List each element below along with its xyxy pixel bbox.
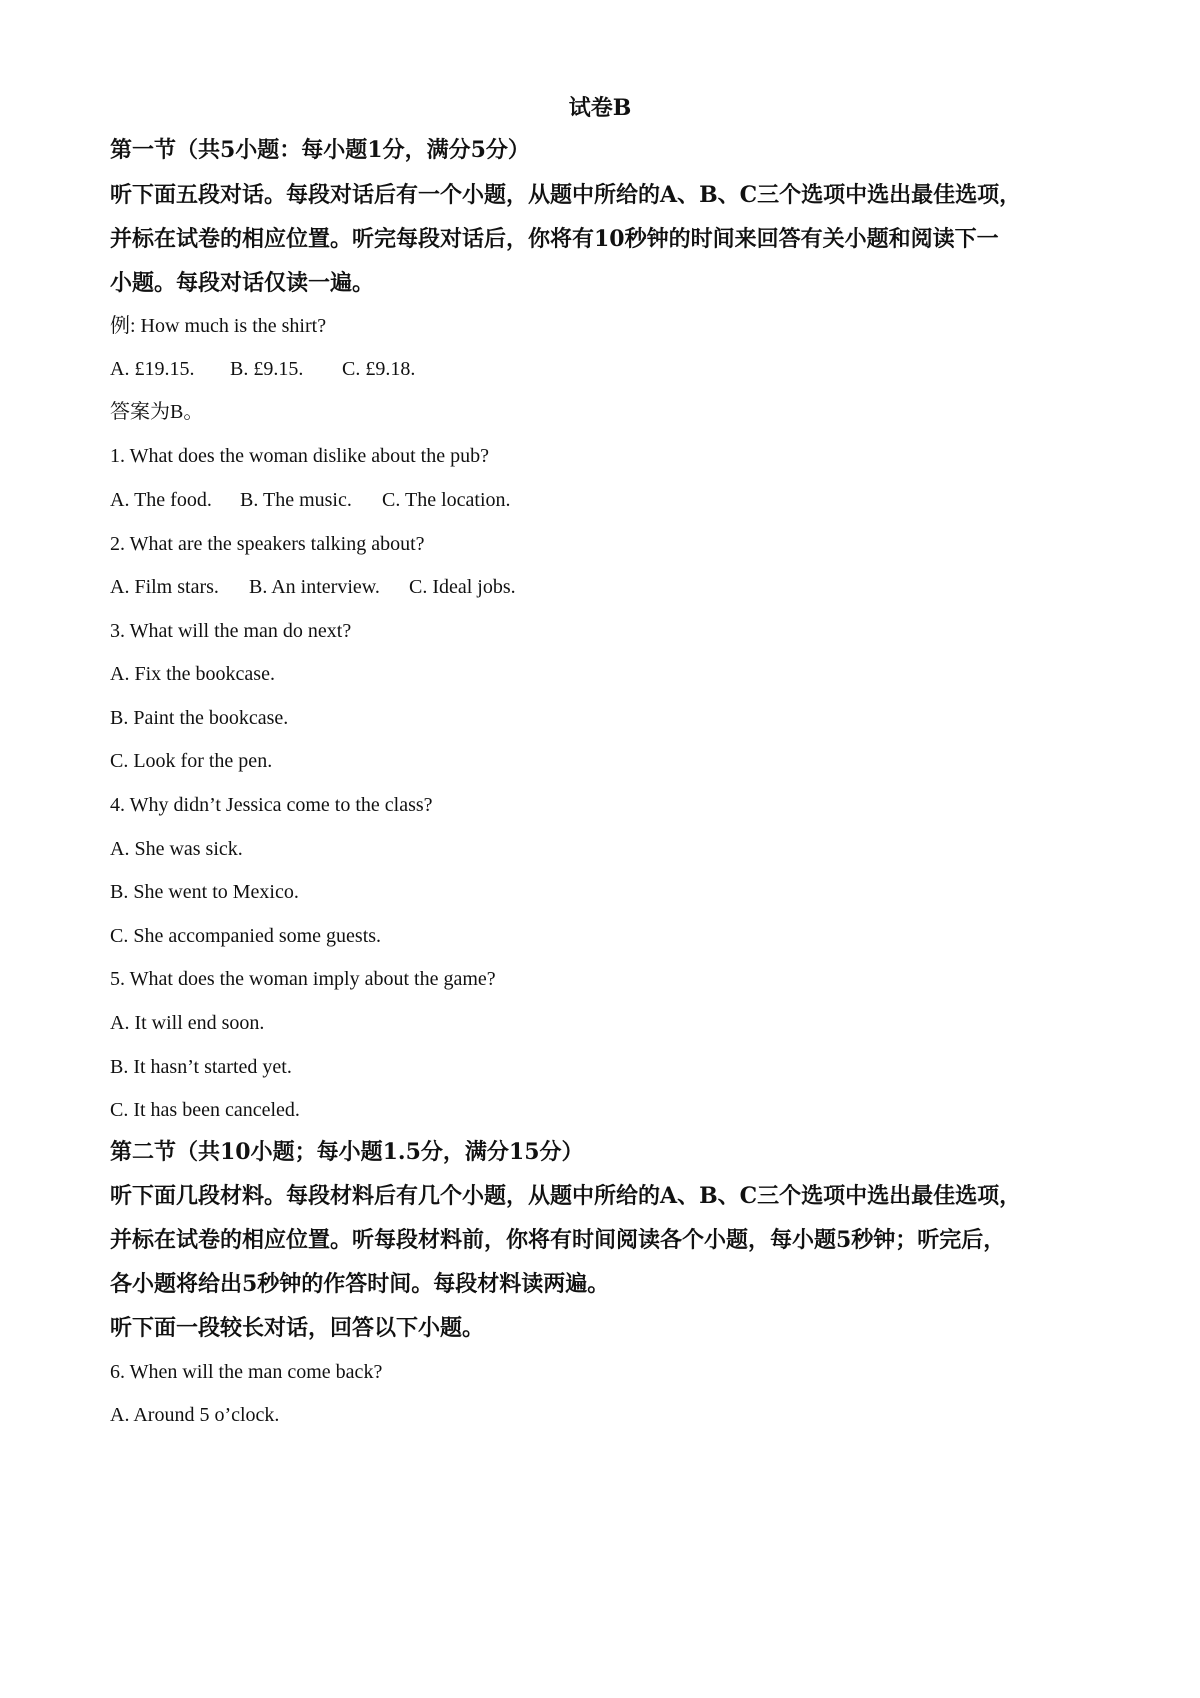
- question-2: 2. What are the speakers talking about?: [110, 533, 425, 555]
- option: B. £9.15.: [230, 358, 304, 380]
- option: C. The location.: [382, 489, 511, 511]
- option: C. She accompanied some guests.: [110, 925, 382, 947]
- question-6: 6. When will the man come back?: [110, 1361, 383, 1383]
- option: C. £9.18.: [342, 358, 416, 380]
- option: A. Film stars.: [110, 576, 219, 598]
- question-4: 4. Why didn’t Jessica come to the class?: [110, 794, 433, 816]
- question-5: 5. What does the woman imply about the game?: [110, 968, 496, 990]
- option: A. She was sick.: [110, 838, 243, 860]
- example-question: 例: How much is the shirt?: [110, 315, 327, 337]
- option: A. Around 5 o’clock.: [110, 1404, 280, 1426]
- question-1-options: [110, 488, 511, 512]
- option: B. An interview.: [249, 576, 380, 598]
- option: B. Paint the bookcase.: [110, 707, 289, 729]
- option: B. It hasn’t started yet.: [110, 1056, 292, 1078]
- question-3: 3. What will the man do next?: [110, 620, 352, 642]
- section2-instruction-line: 并标在试卷的相应位置。听每段材料前，你将有时间阅读各个小题，每小题5秒钟；听完后，: [110, 1227, 1006, 1253]
- option: A. It will end soon.: [110, 1012, 265, 1034]
- section2-instruction-line: 听下面几段材料。每段材料后有几个小题，从题中所给的A、B、C三个选项中选出最佳选项，: [110, 1183, 1022, 1209]
- section1-instruction-line: 并标在试卷的相应位置。听完每段对话后，你将有10秒钟的时间来回答有关小题和阅读下一: [110, 226, 999, 252]
- section1-instruction-line: 小题。每段对话仅读一遍。: [110, 270, 375, 296]
- option: A. Fix the bookcase.: [110, 663, 275, 685]
- question-2-options: [110, 575, 516, 599]
- example-answer: 答案为B。: [110, 401, 204, 423]
- question-1: 1. What does the woman dislike about the pub?: [110, 445, 489, 467]
- option: B. She went to Mexico.: [110, 881, 299, 903]
- option: C. It has been canceled.: [110, 1099, 300, 1121]
- section1-instruction-line: 听下面五段对话。每段对话后有一个小题，从题中所给的A、B、C三个选项中选出最佳选项，: [110, 182, 1022, 208]
- paper-title: 试卷B: [568, 95, 632, 121]
- section2-sub-instruction: 听下面一段较长对话，回答以下小题。: [110, 1315, 485, 1341]
- option: C. Ideal jobs.: [409, 576, 516, 598]
- section1-heading: 第一节（共5小题：每小题1分，满分5分）: [110, 137, 530, 163]
- option: B. The music.: [240, 489, 352, 511]
- section2-heading: 第二节（共10小题；每小题1.5分，满分15分）: [110, 1139, 584, 1165]
- option: A. The food.: [110, 489, 212, 511]
- section2-instruction-line: 各小题将给出5秒钟的作答时间。每段材料读两遍。: [110, 1271, 610, 1297]
- option: A. £19.15.: [110, 358, 195, 380]
- example-options: [110, 357, 415, 381]
- option: C. Look for the pen.: [110, 750, 273, 772]
